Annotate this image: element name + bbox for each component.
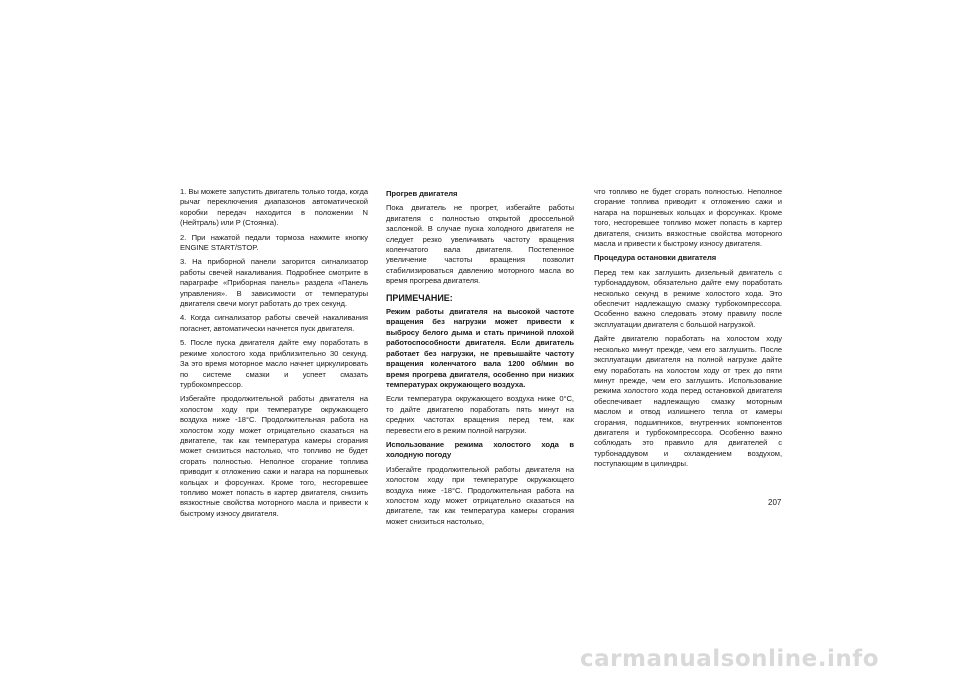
- step-2: 2. При нажатой педали тормоза нажмите кнопку ENGINE START/STOP.: [180, 232, 368, 253]
- text-column-1: [180, 187, 368, 523]
- section-heading-cold-idle: Использование режима холостого хода в холодную погоду: [386, 439, 574, 460]
- step-5: 5. После пуска двигателя дайте ему поработать в режиме холостого хода приблизительно 30 секунд. За это время моторное масло начнет циркулировать по системе смазки и успеет смазать турбокомпрессор.: [180, 338, 368, 389]
- watermark: carmanualsonline.info: [580, 646, 880, 672]
- step-1: 1. Вы можете запустить двигатель только тогда, когда рычаг переключения диапазонов автоматической коробки передач находится в положении N (Нейтраль) или P (Стоянка).: [180, 187, 368, 228]
- text-column-3: [594, 187, 782, 474]
- cold-idle-paragraph: Избегайте продолжительной работы двигателя на холостом ходу при температуре окружающего воздуха ниже -18°С. Продолжительная работа на холостом ходу может отрицательно сказаться на двигателе, так как температура камеры сгорания может снизиться настолько,: [386, 464, 574, 526]
- note-title: ПРИМЕЧАНИЕ:: [386, 292, 453, 303]
- note-text: Режим работы двигателя на высокой частоте вращения без нагрузки может привести к выбросу белого дыма и стать причиной плохой работоспособности двигателя. Если двигатель работает без нагрузки, не превышайте частоту вращения коленчатого вала 1200 об/мин во время прогрева двигателя, особенно при низких температурах окружающего воздуха.: [386, 307, 574, 389]
- text-column-2: [386, 187, 574, 531]
- section-heading-warmup: Прогрев двигателя: [386, 189, 458, 198]
- step-4: 4. Когда сигнализатор работы свечей накаливания погаснет, автоматически начнется пуск двигателя.: [180, 313, 368, 333]
- shutdown-paragraph-2: Дайте двигателю поработать на холостом ходу несколько минут прежде, чем его заглушить. После эксплуатации двигателя на полной нагрузке дайте ему поработать на холостом ходу от трех до пяти минут прежде, чем его заглушить. Использование режима холостого хода перед остановкой двигателя обеспечивает надлежащую смазку моторным маслом и отвод излишнего тепла от камеры сгорания, подшипников, внутренних компонентов двигателя и турбокомпрессора. Особенно важно соблюдать это правило для двигателей с турбонаддувом и охлаждением воздухом, поступающим в цилиндры.: [594, 334, 782, 469]
- step-3: 3. На приборной панели загорится сигнализатор работы свечей накаливания. Подробнее смотрите в параграфе «Приборная панель» раздела «Панель управления». В зависимости от температуры двигателя свечи могут работать до трех секунд.: [180, 257, 368, 309]
- shutdown-paragraph-1: Перед тем как заглушить дизельный двигатель с турбонаддувом, обязательно дайте ему поработать несколько секунд в режиме холостого хода. Это обеспечит надлежащую смазку турбокомпрессора. Особенно важно следовать этому правилу после эксплуатации двигателя с большой нагрузкой.: [594, 267, 782, 329]
- section-heading-shutdown: Процедура остановки двигателя: [594, 253, 717, 263]
- page-number: 207: [768, 498, 782, 507]
- cold-temp-paragraph: Если температура окружающего воздуха ниже 0°С, то дайте двигателю поработать пять минут на средних частотах вращения перед тем, как перевести его в режим полной нагрузки.: [386, 394, 574, 435]
- idle-warning-paragraph: Избегайте продолжительной работы двигателя на холостом ходу при температуре окружающего воздуха ниже -18°С. Продолжительная работа на холостом ходу может отрицательно сказаться на двигателе, так как температура камеры сгорания может снизиться настолько, что топливо не будет сгорать полностью. Неполное сгорание топлива приводит к отложению сажи и нагара на поршневых кольцах и форсунках. Кроме того, несгоревшее топливо может попасть в картер двигателя, снизить вязкостные свойства моторного масла и привести к быстрому износу двигателя.: [180, 394, 368, 518]
- warmup-paragraph: Пока двигатель не прогрет, избегайте работы двигателя с полностью открытой дроссельной заслонкой. В случае пуска холодного двигателя не следует резко увеличивать частоту вращения коленчатого вала двигателя. Постепенное увеличение частоты вращения позволит стабилизироваться давлению моторного масла во время прогрева двигателя.: [386, 203, 574, 286]
- continued-paragraph: что топливо не будет сгорать полностью. Неполное сгорание топлива приводит к отложению сажи и нагара на поршневых кольцах и форсунках. Кроме того, несгоревшее топливо может попасть в картер двигателя, снизить вязкостные свойства моторного масла и привести к быстрому износу двигателя.: [594, 187, 782, 249]
